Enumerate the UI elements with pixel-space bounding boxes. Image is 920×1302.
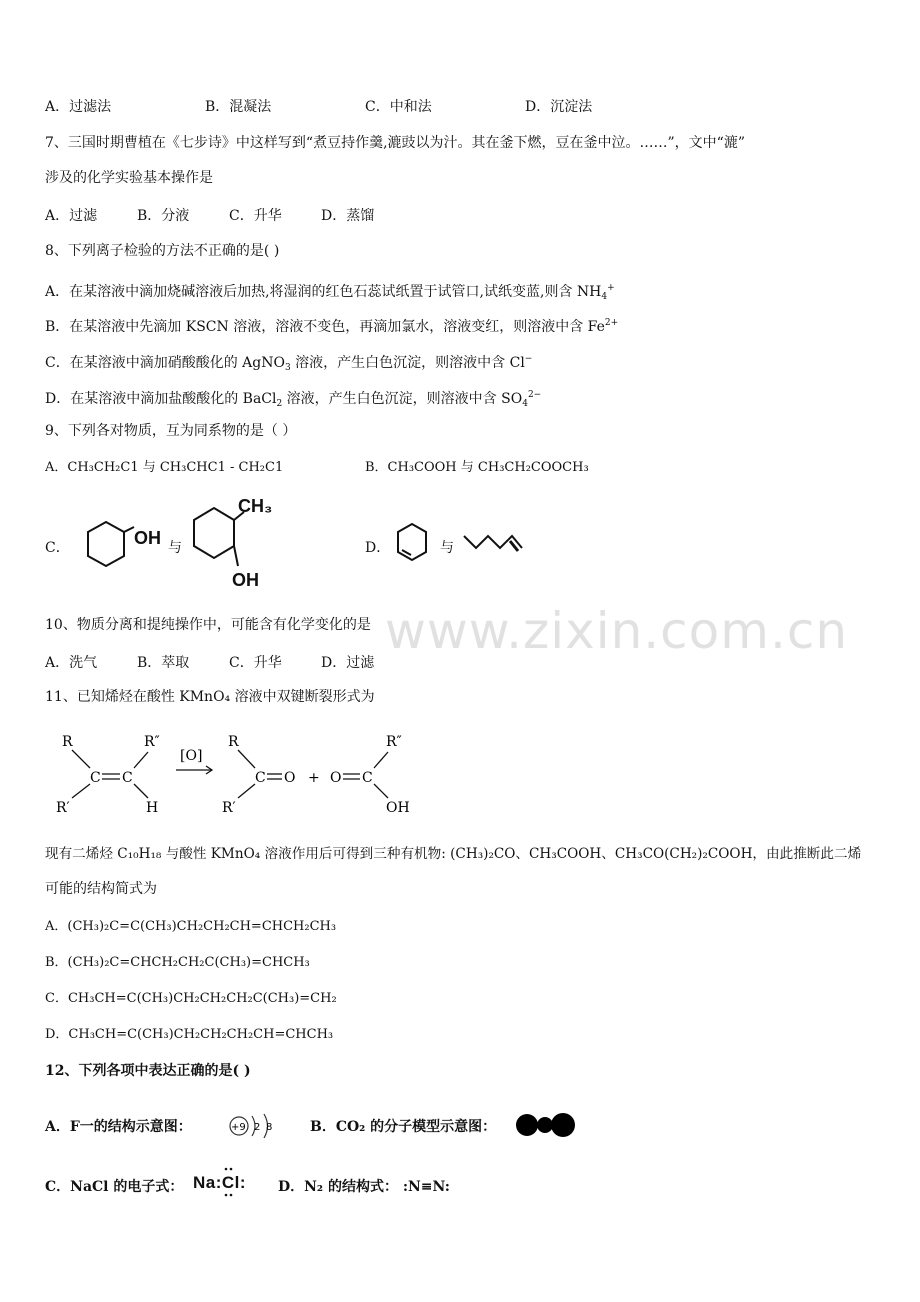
q11-text-line1: 现有二烯烃 C₁₀H₁₈ 与酸性 KMnO₄ 溶液作用后可得到三种有机物: (CH₃)₂CO、CH₃COOH、CH₃CO(CH₂)₂COOH，由此推断此二烯 bbox=[45, 846, 862, 862]
q7-option-b: B．分液 bbox=[137, 208, 190, 224]
scheme-product1-r: R bbox=[228, 734, 239, 750]
q6-option-b: B．混凝法 bbox=[205, 99, 272, 115]
q9-c-and: 与 bbox=[168, 540, 182, 556]
cresol-ch3-label: CH₃ bbox=[238, 496, 273, 516]
scheme-product1-o: O bbox=[284, 770, 296, 786]
scheme-product1-c: C bbox=[255, 770, 266, 786]
fluoride-ion-structure-diagram bbox=[226, 1108, 286, 1144]
scheme-h: H bbox=[146, 800, 159, 816]
q10-option-c: C．升华 bbox=[229, 655, 282, 671]
q11-option-d: D．CH₃CH=C(CH₃)CH₂CH₂CH₂CH=CHCH₃ bbox=[45, 1027, 334, 1042]
q12-option-a: A．F一的结构示意图： bbox=[45, 1119, 192, 1135]
q8-option-a: A．在某溶液中滴加烧碱溶液后加热,将湿润的红色石蕊试纸置于试管口,试纸变蓝,则含 $NH_4^+$ bbox=[45, 283, 615, 302]
q8-option-c: C．在某溶液中滴加硝酸酸化的 AgNO$_3$ 溶液，产生白色沉淀，则溶液中含 Cl− bbox=[45, 354, 533, 373]
q9-option-d-label: D． bbox=[365, 540, 391, 556]
scheme-c2: C bbox=[122, 770, 133, 786]
scheme-r: R bbox=[62, 734, 73, 750]
q9-option-c-label: C． bbox=[45, 540, 70, 556]
scheme-product1-r-prime: R′ bbox=[222, 800, 236, 816]
q12-option-d: D．N₂ 的结构式： :N≡N: bbox=[278, 1179, 450, 1195]
q12-stem: 12、下列各项中表达正确的是( ) bbox=[45, 1063, 251, 1079]
scheme-r-prime: R′ bbox=[56, 800, 70, 816]
q9-stem: 9、下列各对物质，互为同系物的是（ ） bbox=[45, 423, 297, 439]
phenol-oh-label: OH bbox=[134, 528, 161, 548]
q6-option-d: D．沉淀法 bbox=[525, 99, 593, 115]
nacl-electron-dots bbox=[218, 1166, 242, 1200]
q11-option-b: B．(CH₃)₂C=CHCH₂CH₂C(CH₃)=CHCH₃ bbox=[45, 955, 310, 970]
q12-option-b: B．CO₂ 的分子模型示意图： bbox=[310, 1119, 497, 1135]
q8-stem: 8、下列离子检验的方法不正确的是( ) bbox=[45, 243, 280, 259]
q10-option-d: D．过滤 bbox=[321, 655, 375, 671]
q12-option-c: C．NaCl 的电子式： bbox=[45, 1179, 184, 1195]
q8-option-d: D．在某溶液中滴加盐酸酸化的 BaCl$_2$ 溶液，产生白色沉淀，则溶液中含 $SO_4^{2-}$ bbox=[45, 390, 542, 409]
q6-option-a: A．过滤法 bbox=[45, 99, 112, 115]
q9-option-a: A．CH₃CH₂C1 与 CH₃CHC1 - CH₂C1 bbox=[45, 460, 284, 475]
q9-option-b: B．CH₃COOH 与 CH₃CH₂COOCH₃ bbox=[365, 460, 589, 475]
q10-option-a: A．洗气 bbox=[45, 655, 98, 671]
nacl-electron-formula: Na:Cl: bbox=[193, 1173, 247, 1192]
nucleus-charge: +9 bbox=[231, 1122, 246, 1133]
q11-option-c: C．CH₃CH=C(CH₃)CH₂CH₂CH₂C(CH₃)=CH₂ bbox=[45, 991, 337, 1006]
co2-molecule-model bbox=[515, 1110, 577, 1140]
q11-stem: 11、已知烯烃在酸性 KMnO₄ 溶液中双键断裂形式为 bbox=[45, 689, 375, 705]
scheme-product2-c: C bbox=[362, 770, 373, 786]
scheme-oxidant: [O] bbox=[180, 748, 203, 764]
q11-text-line2: 可能的结构简式为 bbox=[45, 881, 157, 897]
q8-option-b: B．在某溶液中先滴加 KSCN 溶液，溶液不变色，再滴加氯水，溶液变红，则溶液中含 $Fe^{2+}$ bbox=[45, 318, 619, 335]
q7-option-a: A．过滤 bbox=[45, 208, 98, 224]
watermark: www.zixin.com.cn bbox=[385, 602, 849, 660]
q7-option-d: D．蒸馏 bbox=[321, 208, 375, 224]
scheme-product2-o: O bbox=[330, 770, 342, 786]
q9-d-and: 与 bbox=[440, 540, 454, 556]
q11-option-a: A．(CH₃)₂C=C(CH₃)CH₂CH₂CH=CHCH₂CH₃ bbox=[45, 919, 337, 934]
scheme-product2-r-double-prime: R″ bbox=[386, 734, 402, 750]
alkene-oxidation-scheme bbox=[50, 730, 430, 820]
cyclohexene-structure bbox=[390, 520, 440, 570]
q6-option-c: C．中和法 bbox=[365, 99, 432, 115]
q7-option-c: C．升华 bbox=[229, 208, 282, 224]
q7-stem-line2: 涉及的化学实验基本操作是 bbox=[45, 170, 213, 186]
q10-stem: 10、物质分离和提纯操作中，可能含有化学变化的是 bbox=[45, 617, 371, 633]
shell-2-electrons: 8 bbox=[266, 1122, 273, 1133]
cresol-oh-label: OH bbox=[232, 570, 259, 590]
scheme-r-double-prime: R″ bbox=[144, 734, 160, 750]
scheme-plus: + bbox=[308, 770, 320, 786]
q10-option-b: B．萃取 bbox=[137, 655, 190, 671]
scheme-c1: C bbox=[90, 770, 101, 786]
hexene-skeletal-structure bbox=[462, 530, 532, 560]
shell-1-electrons: 2 bbox=[254, 1122, 261, 1133]
scheme-product2-oh: OH bbox=[386, 800, 410, 816]
q7-stem-line1: 7、三国时期曹植在《七步诗》中这样写到“煮豆持作羹,漉豉以为汁。其在釜下燃，豆在釜中泣。……”，文中“漉” bbox=[45, 135, 745, 151]
